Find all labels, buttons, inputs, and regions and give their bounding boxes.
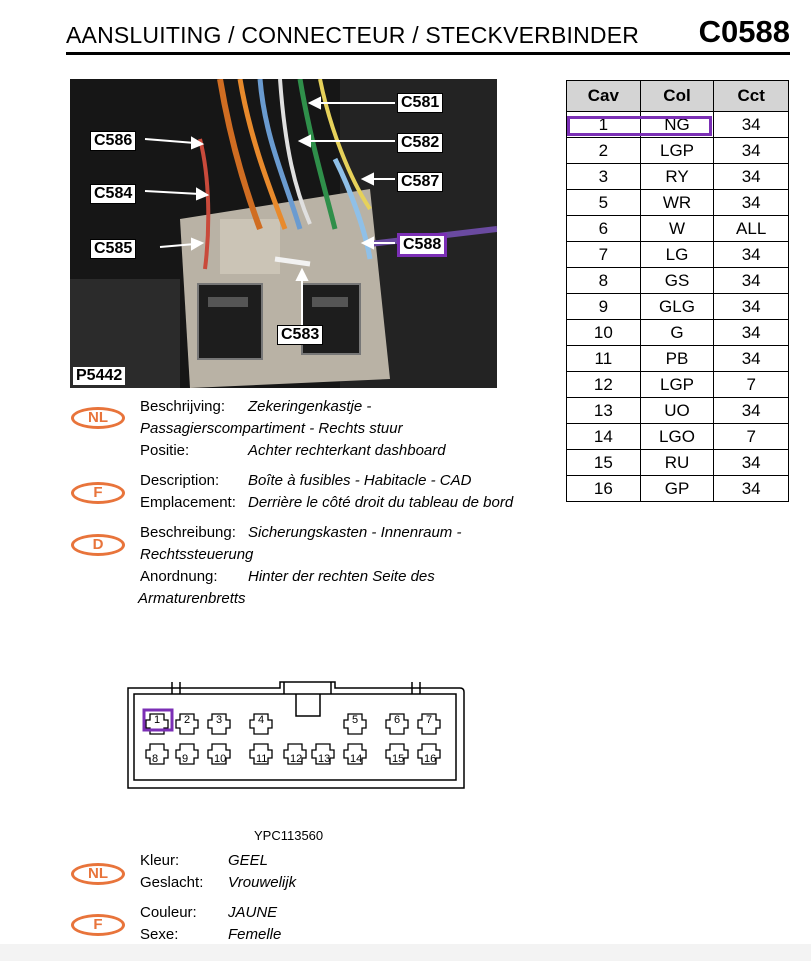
- page-title: AANSLUITING / CONNECTEUR / STECKVERBINDER: [66, 22, 640, 48]
- fr-badge-icon: F: [71, 482, 125, 504]
- de-pos-value-1: Hinter der rechten Seite des: [248, 568, 435, 585]
- pin-circuit: 34: [714, 320, 789, 346]
- pin-row[interactable]: [567, 476, 789, 502]
- diagram-pin-label: 14: [350, 753, 363, 765]
- fusebox-photo: [70, 79, 497, 388]
- bottom-band: [0, 944, 811, 961]
- header-cct: Cct: [714, 81, 789, 112]
- pin-circuit: 34: [714, 242, 789, 268]
- connector-label-c583[interactable]: C583: [277, 325, 323, 345]
- pin-cav: 9: [567, 294, 641, 320]
- pin-cav: 3: [567, 164, 641, 190]
- connector-label-c587[interactable]: C587: [397, 172, 443, 192]
- pin-circuit: 34: [714, 138, 789, 164]
- diagram-pin-label: 2: [184, 714, 191, 726]
- pin-circuit: 34: [714, 450, 789, 476]
- pin-cav: 1: [567, 112, 641, 138]
- fr-gender-label: Sexe:: [140, 926, 179, 943]
- fr-desc-value: Boîte à fusibles - Habitacle - CAD: [248, 472, 472, 489]
- pin-circuit: 34: [714, 164, 789, 190]
- pin-cav: 13: [567, 398, 641, 424]
- nl-pos-label: Positie:: [140, 442, 190, 459]
- de-desc-label: Beschreibung:: [140, 524, 236, 541]
- pin-cav: 15: [567, 450, 641, 476]
- de-badge-icon: D: [71, 534, 125, 556]
- pin-circuit: 7: [714, 424, 789, 450]
- nl-desc-value-2: Passagierscompartiment - Rechts stuur: [140, 420, 403, 437]
- nl-desc-value-1: Zekeringenkastje -: [248, 398, 372, 415]
- connector-label-c584[interactable]: C584: [90, 184, 136, 204]
- nl-property-badge-icon: NL: [71, 863, 125, 885]
- fr-color-label: Couleur:: [140, 904, 197, 921]
- pin-row[interactable]: [567, 190, 789, 216]
- pin-row[interactable]: [567, 112, 789, 138]
- pin-color: RU: [640, 450, 714, 476]
- pin-table-header: [567, 81, 789, 112]
- page-header: [66, 10, 790, 55]
- pin-circuit: ALL: [714, 216, 789, 242]
- fr-gender-value: Femelle: [228, 926, 282, 943]
- pin-color: GLG: [640, 294, 714, 320]
- fr-desc-label: Description:: [140, 472, 220, 489]
- diagram-pin-label: 10: [214, 753, 227, 765]
- pin-cav: 5: [567, 190, 641, 216]
- de-desc-value-2: Rechtssteuerung: [140, 546, 254, 563]
- connector-label-c581[interactable]: C581: [397, 93, 443, 113]
- diagram-pin-label: 6: [394, 714, 401, 726]
- pin-row[interactable]: [567, 320, 789, 346]
- pin-row[interactable]: [567, 346, 789, 372]
- pin-row[interactable]: [567, 450, 789, 476]
- diagram-pin-label: 13: [318, 753, 331, 765]
- diagram-pin-label: 3: [216, 714, 223, 726]
- pin-cav: 8: [567, 268, 641, 294]
- pin-cav: 7: [567, 242, 641, 268]
- pin-cav: 10: [567, 320, 641, 346]
- pin-row[interactable]: [567, 398, 789, 424]
- pin-color: LGP: [640, 138, 714, 164]
- pin-table: [566, 80, 789, 502]
- pin-color: PB: [640, 346, 714, 372]
- fr-color-value: JAUNE: [228, 904, 278, 921]
- pin-color: G: [640, 320, 714, 346]
- pin-color: LG: [640, 242, 714, 268]
- connector-diagram-icon: [120, 680, 470, 800]
- pin-row[interactable]: [567, 164, 789, 190]
- pin-color: RY: [640, 164, 714, 190]
- pin-color: W: [640, 216, 714, 242]
- de-pos-value-2: Armaturenbretts: [138, 590, 246, 607]
- fr-pos-value: Derrière le côté droit du tableau de bord: [248, 494, 514, 511]
- pin-cav: 16: [567, 476, 641, 502]
- nl-desc-label: Beschrijving:: [140, 398, 226, 415]
- nl-gender-value: Vrouwelijk: [228, 874, 297, 891]
- de-pos-label: Anordnung:: [140, 568, 218, 585]
- nl-color-label: Kleur:: [140, 852, 180, 869]
- header-col: Col: [640, 81, 714, 112]
- fr-pos-label: Emplacement:: [140, 494, 236, 511]
- connector-label-c585[interactable]: C585: [90, 239, 136, 259]
- pin-cav: 6: [567, 216, 641, 242]
- diagram-pin-label: 9: [182, 753, 189, 765]
- connector-label-c582[interactable]: C582: [397, 133, 443, 153]
- pin-circuit: 34: [714, 476, 789, 502]
- pin-color: UO: [640, 398, 714, 424]
- pin-row[interactable]: [567, 242, 789, 268]
- connector-label-c588-selected[interactable]: C588: [397, 233, 447, 257]
- pin-circuit: 34: [714, 294, 789, 320]
- pin-circuit: 7: [714, 372, 789, 398]
- pin-circuit: 34: [714, 190, 789, 216]
- diagram-pin-label: 15: [392, 753, 405, 765]
- pin-color: GP: [640, 476, 714, 502]
- nl-pos-value: Achter rechterkant dashboard: [248, 442, 446, 459]
- connector-code: C0588: [698, 14, 790, 49]
- pin-circuit: 34: [714, 268, 789, 294]
- diagram-pin-label: 4: [258, 714, 265, 726]
- nl-gender-label: Geslacht:: [140, 874, 204, 891]
- pin-cav: 12: [567, 372, 641, 398]
- diagram-pin-label: 5: [352, 714, 359, 726]
- diagram-pin-label: 8: [152, 753, 159, 765]
- pin-cav: 11: [567, 346, 641, 372]
- pin-color: GS: [640, 268, 714, 294]
- de-desc-value-1: Sicherungskasten - Innenraum -: [248, 524, 462, 541]
- pin-row[interactable]: [567, 216, 789, 242]
- nl-badge-icon: NL: [71, 407, 125, 429]
- photo-id: P5442: [73, 367, 125, 385]
- diagram-pin-label: 7: [426, 714, 433, 726]
- pin-circuit: 34: [714, 398, 789, 424]
- diagram-pin-label: 12: [290, 753, 303, 765]
- pin-row[interactable]: [567, 138, 789, 164]
- pin-color: LGP: [640, 372, 714, 398]
- pin-color: NG: [640, 112, 714, 138]
- connector-label-c586[interactable]: C586: [90, 131, 136, 151]
- pin-circuit: 34: [714, 346, 789, 372]
- diagram-pin-label: 16: [424, 753, 437, 765]
- pin-cav: 2: [567, 138, 641, 164]
- pin-row[interactable]: [567, 268, 789, 294]
- header-cav: Cav: [567, 81, 641, 112]
- diagram-id: YPC113560: [254, 828, 324, 843]
- pin-row[interactable]: [567, 424, 789, 450]
- nl-color-value: GEEL: [228, 852, 269, 869]
- pin-row[interactable]: [567, 294, 789, 320]
- pin-color: LGO: [640, 424, 714, 450]
- diagram-pin-label: 1: [154, 714, 161, 726]
- pin-row[interactable]: [567, 372, 789, 398]
- pin-cav: 14: [567, 424, 641, 450]
- pin-color: WR: [640, 190, 714, 216]
- pin-circuit: 34: [714, 112, 789, 138]
- diagram-pin-label: 11: [256, 753, 268, 765]
- fr-property-badge-icon: F: [71, 914, 125, 936]
